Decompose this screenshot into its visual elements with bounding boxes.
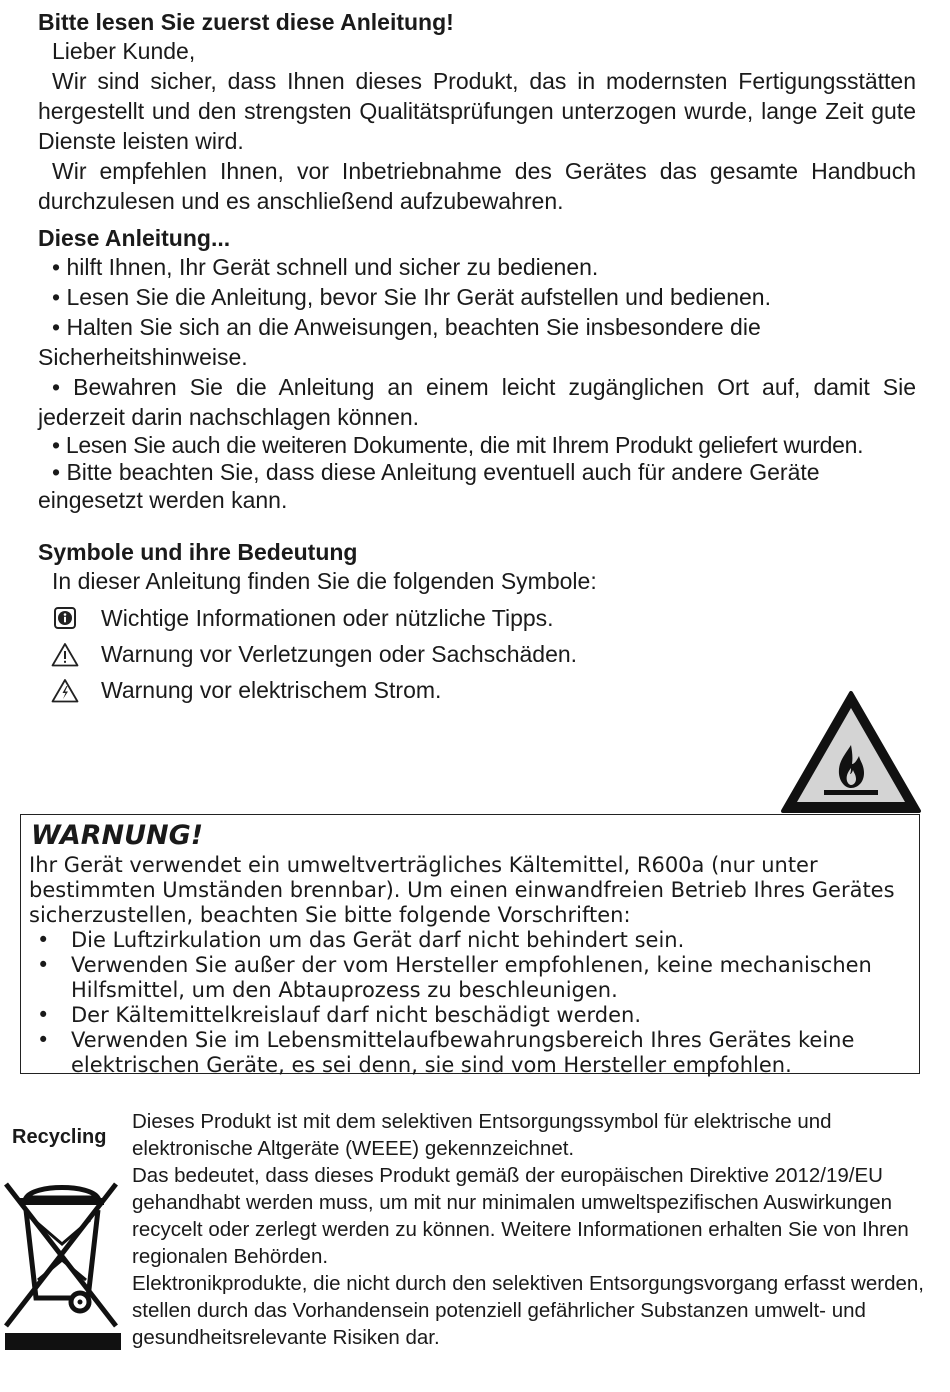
recycling-text-section <box>132 1108 942 1351</box>
bullet-icon: • <box>37 953 50 977</box>
warning-list-item <box>29 953 911 1003</box>
bullet-icon: • <box>37 1028 50 1052</box>
greeting: Lieber Kunde, <box>52 38 196 64</box>
refrigerant-warning-box <box>20 814 920 1077</box>
warning-item-text: Verwenden Sie außer der vom Hersteller empfohlenen, keine mechanischen Hilfsmittel, um den Abtauprozess zu beschleunigen. <box>71 953 872 1002</box>
symbols-heading: Symbole und ihre Bedeutung <box>38 539 358 565</box>
recycling-paragraph-1: Dieses Produkt ist mit dem selektiven Entsorgungssymbol für elektrische und elektronische Altgeräte (WEEE) gekennzeichnet. <box>132 1110 832 1160</box>
intro-heading: Bitte lesen Sie zuerst diese Anleitung! <box>38 9 454 35</box>
info-icon <box>51 605 79 631</box>
manual-bullet: • hilft Ihnen, Ihr Gerät schnell und sicher zu bedienen. <box>52 254 599 280</box>
bullet-icon: • <box>37 928 50 952</box>
manual-bullet: • Halten Sie sich an die Anweisungen, beachten Sie insbesondere die Sicherheitshinweise. <box>38 314 761 370</box>
manual-heading: Diese Anleitung... <box>38 225 231 251</box>
electric-warning-icon <box>51 677 79 703</box>
manual-bullet: • Bitte beachten Sie, dass diese Anleitung eventuell auch für andere Geräte eingesetzt werden kann. <box>38 459 820 513</box>
warning-triangle-icon <box>51 641 79 667</box>
symbol-info-text: Wichtige Informationen oder nützliche Tipps. <box>101 604 554 631</box>
symbol-row-info <box>38 600 916 636</box>
symbols-intro: In dieser Anleitung finden Sie die folgenden Symbole: <box>52 568 597 594</box>
warning-list <box>29 928 911 1078</box>
symbols-section <box>38 538 916 708</box>
warning-list-item <box>29 928 911 953</box>
warning-text: Ihr Gerät verwendet ein umweltverträgliches Kältemittel, R600a (nur unter bestimmten Umständen brennbar). Um einen einwandfreien Betrieb Ihres Gerätes sicherzustellen, beachten Sie bitte folgende Vorschriften: <box>29 853 895 927</box>
recycling-label: Recycling <box>12 1126 107 1148</box>
manual-bullet: • Bewahren Sie die Anleitung an einem leicht zugänglichen Ort auf, damit Sie jederzeit darin nachschlagen können. <box>38 374 916 430</box>
warning-list-item <box>29 1028 911 1078</box>
recycling-paragraph-3: Elektronikprodukte, die nicht durch den selektiven Entsorgungsvorgang erfasst werden, stellen durch das Vorhandensein potenziell gefährlicher Substanzen umwelt- und gesundheitsrelevante Risiken dar. <box>132 1272 924 1349</box>
symbol-electric-text: Warnung vor elektrischem Strom. <box>101 676 442 703</box>
warning-item-text: Verwenden Sie im Lebensmittelaufbewahrungsbereich Ihres Gerätes keine elektrischen Geräte, es sei denn, sie sind vom Hersteller empfohlen. <box>71 1028 855 1077</box>
manual-bullet: • Lesen Sie die Anleitung, bevor Sie Ihr Gerät aufstellen und bedienen. <box>52 284 771 310</box>
intro-section <box>38 8 916 216</box>
recycling-paragraph-2: Das bedeutet, dass dieses Produkt gemäß der europäischen Direktive 2012/19/EU gehandhabt werden muss, um mit nur minimalen umweltspezifischen Auswirkungen recycelt oder zerlegt werden zu können. Weitere Informationen erhalten Sie von Ihren regionalen Behörden. <box>132 1164 909 1268</box>
warning-item-text: Die Luftzirkulation um das Gerät darf nicht behindert sein. <box>71 928 685 952</box>
intro-paragraph-1: Wir sind sicher, dass Ihnen dieses Produkt, das in modernsten Fertigungsstätten hergestellt und den strengsten Qualitätsprüfungen unterzogen wurde, lange Zeit gute Dienste leisten wird. <box>38 68 916 154</box>
bullet-icon: • <box>37 1003 50 1027</box>
recycling-symbol <box>4 1120 124 1355</box>
intro-paragraph-2: Wir empfehlen Ihnen, vor Inbetriebnahme des Gerätes das gesamte Handbuch durchzulesen und es anschließend aufzubewahren. <box>38 158 916 214</box>
warning-item-text: Der Kältemittelkreislauf darf nicht beschädigt werden. <box>71 1003 642 1027</box>
warning-list-item <box>29 1003 911 1028</box>
warning-title: WARNUNG! <box>31 820 204 851</box>
crossed-out-bin-icon <box>4 1150 122 1350</box>
flammable-warning-sign-icon <box>780 690 922 814</box>
manual-bullet: • Lesen Sie auch die weiteren Dokumente, die mit Ihrem Produkt geliefert wurden. <box>52 432 864 458</box>
symbol-warning-text: Warnung vor Verletzungen oder Sachschäden. <box>101 640 578 667</box>
manual-section <box>38 224 916 514</box>
symbol-row-warning <box>38 636 916 672</box>
